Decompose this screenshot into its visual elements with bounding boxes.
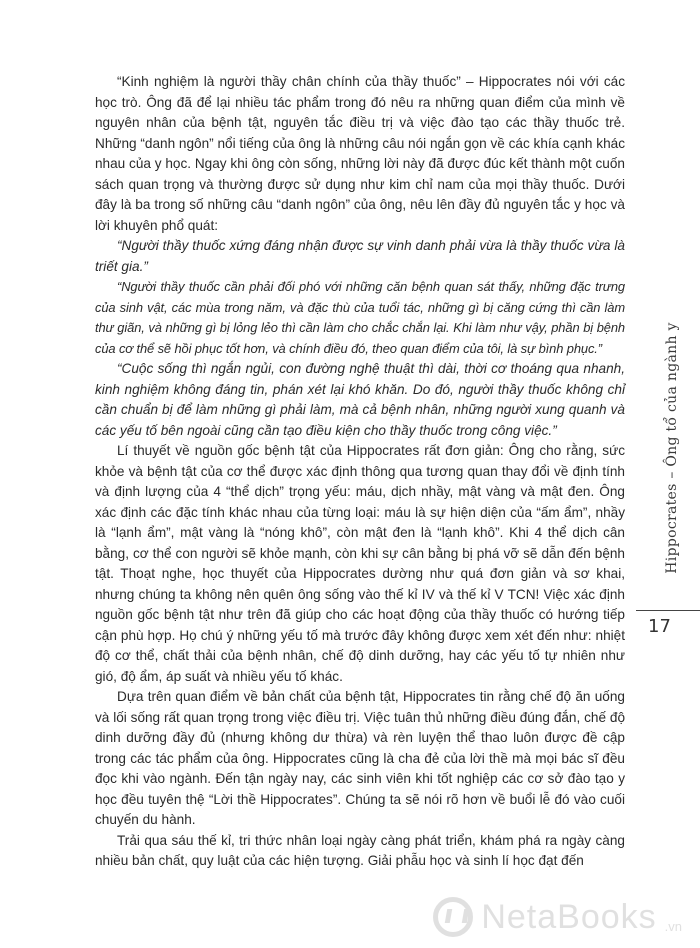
paragraph-six-centuries: Trải qua sáu thế kỉ, tri thức nhân loại ngày càng phát triển, khám phá ra ngày càng nhiều bản chất, quy luật của các hiện tượng. Giải phẫu học và sinh lí học đạt đến xyxy=(95,832,625,868)
quote-observation: “Người thầy thuốc cần phải đối phó với những căn bệnh quan sát thấy, những đặc trưng của sinh vật, các mùa trong năm, và đặc thù của tuổi tác, những gì bị căng cứng thì cần làm thư giãn, và những gì bị lỏng lẻo thì cần làm cho chắc chắn lại. Khi làm như vậy, phần bị bệnh của cơ thể sẽ hồi phục tốt hơn, và chính điều đó, theo quan điểm của tôi, là sự bình phục.” xyxy=(95,279,625,356)
page-body xyxy=(95,72,625,872)
page-number: 17 xyxy=(648,616,671,637)
paragraph-diet-oath: Dựa trên quan điểm về bản chất của bệnh tật, Hippocrates tin rằng chế độ ăn uống và lối sống rất quan trọng trong việc điều trị. Việc tuân thủ những điều đúng đắn, chế độ dinh dưỡng đầy đủ (nhưng không dư thừa) và rèn luyện thể thao luôn được đề cập trong các tác phẩm của ông. Hippocrates cũng là cha đẻ của lời thề mà mọi bác sĩ đều đọc khi vào ngành. Đến tận ngày nay, các sinh viên khi tốt nghiệp các cơ sở đào tạo y học đều tuyên thệ “Lời thề Hippocrates”. Chúng ta sẽ nói rõ hơn về buổi lễ đó vào cuối chuyến du hành. xyxy=(95,689,625,827)
watermark-suffix: .vn xyxy=(664,919,682,934)
paragraph-intro: “Kinh nghiệm là người thầy chân chính của thầy thuốc” – Hippocrates nói với các học trò. Ông đã để lại nhiều tác phẩm trong đó nêu ra những quan điểm của mình về nguyên nhân của bệnh tật, nguyên tắc điều trị và việc đào tạo các thầy thuốc trẻ. Những “danh ngôn” nổi tiếng của ông là những câu nói ngắn gọn về các khía cạnh khác nhau của y học. Ngay khi ông còn sống, những lời này đã được đúc kết thành một cuốn sách quan trọng và thường được sử dụng như kim chỉ nam của mọi thầy thuốc. Dưới đây là ba trong số những câu “danh ngôn” của ông, nêu lên đầy đủ nguyên tắc y học và lời khuyên phổ quát: xyxy=(95,74,625,233)
quote-philosopher: “Người thầy thuốc xứng đáng nhận được sự vinh danh phải vừa là thầy thuốc vừa là triết gia.” xyxy=(95,238,625,274)
paragraph-humors: Lí thuyết về nguồn gốc bệnh tật của Hippocrates rất đơn giản: Ông cho rằng, sức khỏe và bệnh tật của cơ thể được xác định thông qua tương quan thay đổi về định tính và định lượng của 4 “thể dịch” trọng yếu: máu, dịch nhầy, mật vàng và mật đen. Ông xác định các đặc tính khác nhau của từng loại: máu là sự hiện diện của “ấm ẩm”, nhầy là “lạnh ẩm”, mật vàng là “nóng khô”, còn mật đen là “lạnh khô”. Khi 4 thể dịch cân bằng, cơ thể con người sẽ khỏe mạnh, còn khi sự cân bằng bị phá vỡ sẽ dẫn đến bệnh tật. Thoạt nghe, học thuyết của Hippocrates dường như quá đơn giản và sơ khai, nhưng chúng ta không nên quên ông sống vào thế kỉ IV và thế kỉ V TCN! Việc xác định nguồn gốc bệnh tật như trên đã giúp cho các hoạt động của thầy thuốc có hướng tiếp cận phù hợp. Họ chú ý những yếu tố mà trước đây không được xem xét đến như: nhiệt độ cơ thể, chất thải của bệnh nhân, chế độ dinh dưỡng, hay các yếu tố tự nhiên như gió, độ ẩm, áp suất và nhiều yếu tố khác. xyxy=(95,443,625,684)
running-head: Hippocrates – Ông tổ của ngành y xyxy=(664,322,680,574)
watermark xyxy=(433,894,682,940)
quote-life-is-short: “Cuộc sống thì ngắn ngủi, con đường nghệ thuật thì dài, thời cơ thoáng qua nhanh, kinh nghiệm không đáng tin, phán xét lại khó khăn. Do đó, người thầy thuốc không chỉ cần chuẩn bị để làm những gì phải làm, mà cả bệnh nhân, những người xung quanh và các yếu tố bên ngoài cũng cần tạo điều kiện cho thầy thuốc trong công việc.” xyxy=(95,361,625,438)
watermark-brand: NetaBooks xyxy=(481,897,657,936)
sidebar-divider xyxy=(636,610,700,611)
netabooks-logo-icon xyxy=(433,897,473,937)
